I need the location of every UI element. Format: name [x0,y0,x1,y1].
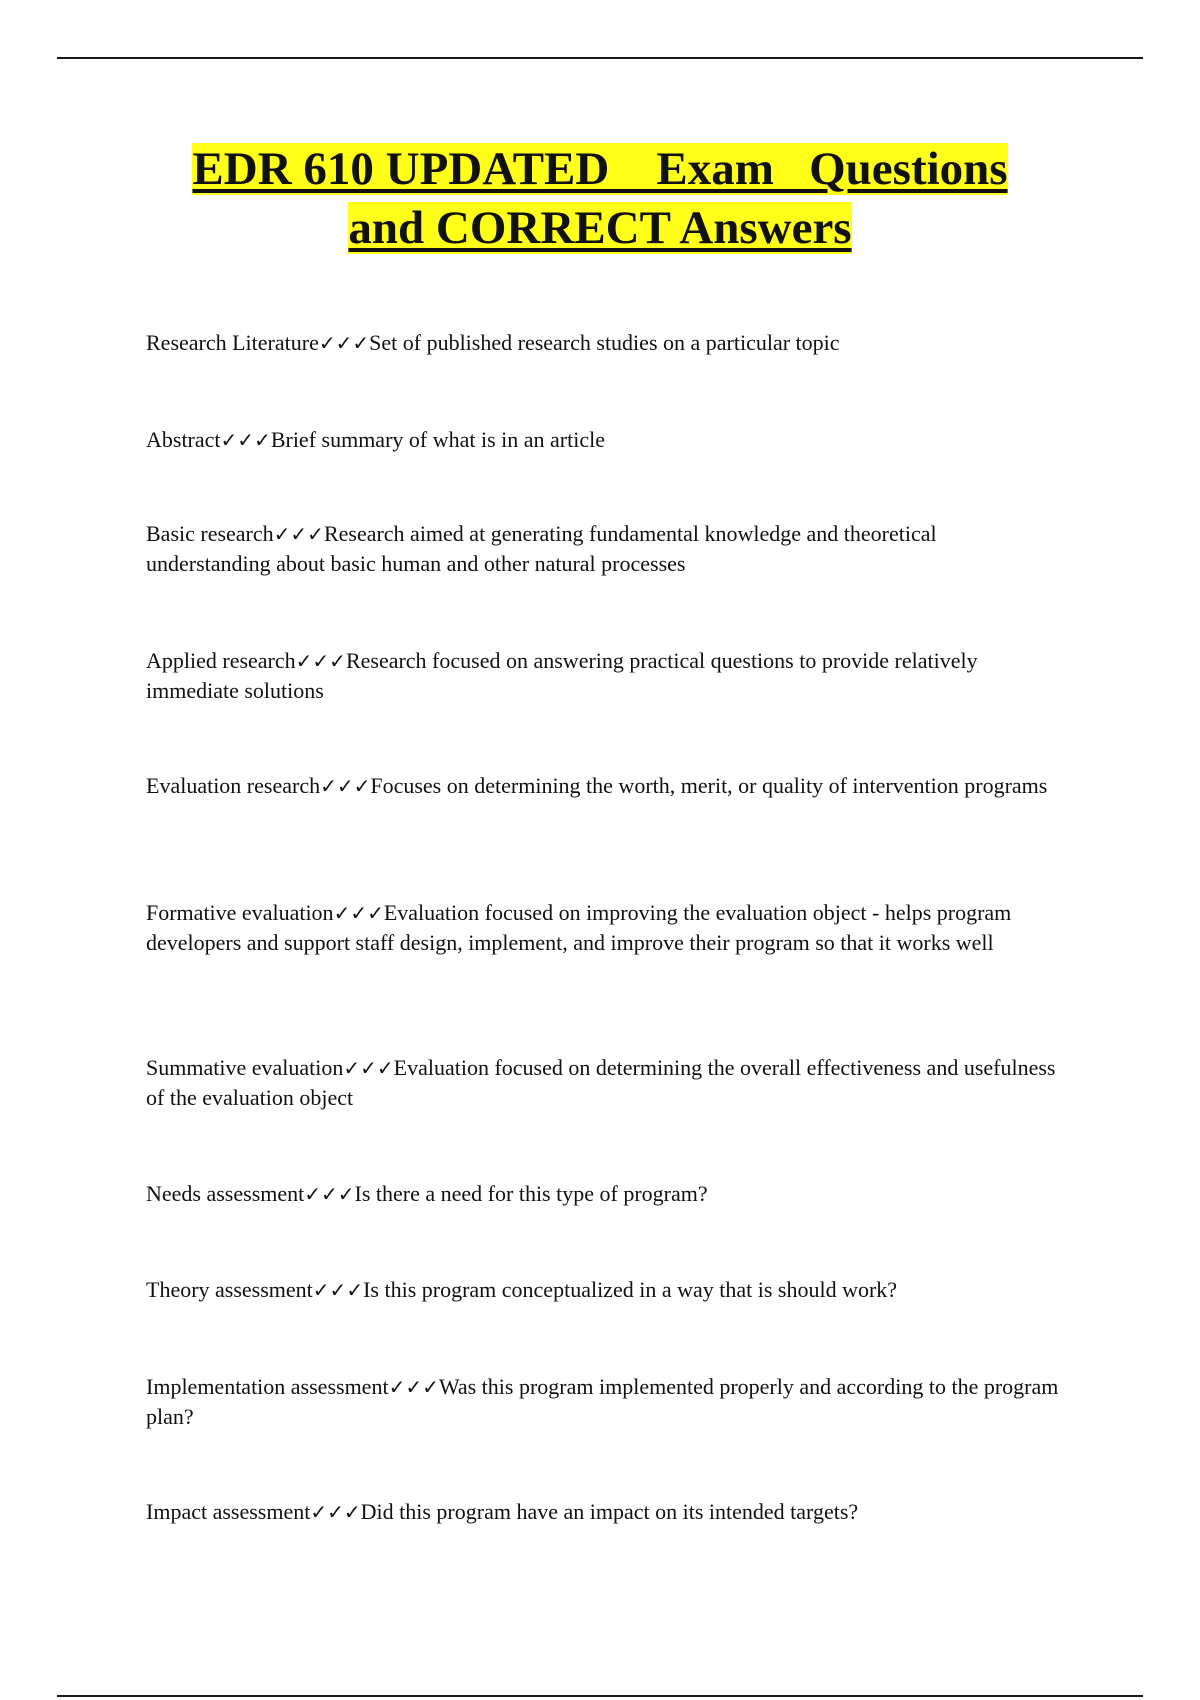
list-item [146,1275,1066,1305]
entry-definition: Is this program conceptualized in a way that is should work? [363,1277,898,1302]
list-item [146,1497,1066,1527]
entry-definition: Set of published research studies on a particular topic [369,330,840,355]
list-item [146,1053,1066,1113]
entry-term: Evaluation research [146,773,321,798]
entry-definition: Was this program implemented properly and according to the program plan? [146,1374,1059,1429]
check-marks: ✓✓✓ [304,1182,355,1206]
check-marks: ✓✓✓ [333,901,384,925]
entry-definition: Research aimed at generating fundamental knowledge and theoretical understanding about basic human and other natural processes [146,521,937,576]
check-marks: ✓✓✓ [320,774,371,798]
entry-term: Theory assessment [146,1277,313,1302]
list-item [146,328,1066,358]
entry-definition: Evaluation focused on improving the evaluation object - helps program developers and support staff design, implement, and improve their program so that it works well [146,900,1012,955]
check-marks: ✓✓✓ [220,428,271,452]
entry-definition: Did this program have an impact on its intended targets? [360,1499,859,1524]
check-marks: ✓✓✓ [343,1056,394,1080]
check-marks: ✓✓✓ [318,331,370,355]
entry-definition: Is there a need for this type of program? [354,1181,708,1206]
entry-definition: Evaluation focused on determining the overall effectiveness and usefulness of the evaluation object [146,1055,1056,1110]
entry-term: Basic research [146,521,274,546]
list-item [146,771,1066,801]
bottom-rule [57,1695,1143,1697]
list-item [146,519,1066,579]
entry-term: Research Literature [146,330,319,355]
check-marks: ✓✓✓ [388,1375,439,1399]
title-line-1: EDR 610 UPDATED Exam Questions [192,143,1008,195]
entry-term: Needs assessment [146,1181,305,1206]
list-item [146,898,1066,958]
top-rule [57,57,1143,59]
title-line-2: and CORRECT Answers [348,202,852,254]
entry-definition: Research focused on answering practical questions to provide relatively immediate solutions [146,648,978,703]
check-marks: ✓✓✓ [273,522,324,546]
check-marks: ✓✓✓ [295,649,346,673]
entry-term: Abstract [146,427,221,452]
entry-term: Formative evaluation [146,900,334,925]
document-title [146,140,1054,258]
entry-definition: Focuses on determining the worth, merit, or quality of intervention programs [370,773,1048,798]
list-item [146,425,1066,455]
list-item [146,1372,1066,1432]
entry-definition: Brief summary of what is in an article [270,427,605,452]
entry-term: Implementation assessment [146,1374,389,1399]
entry-term: Impact assessment [146,1499,311,1524]
list-item [146,646,1066,706]
check-marks: ✓✓✓ [310,1500,361,1524]
entry-term: Summative evaluation [146,1055,344,1080]
check-marks: ✓✓✓ [312,1278,364,1302]
entry-term: Applied research [146,648,296,673]
list-item [146,1179,1066,1209]
